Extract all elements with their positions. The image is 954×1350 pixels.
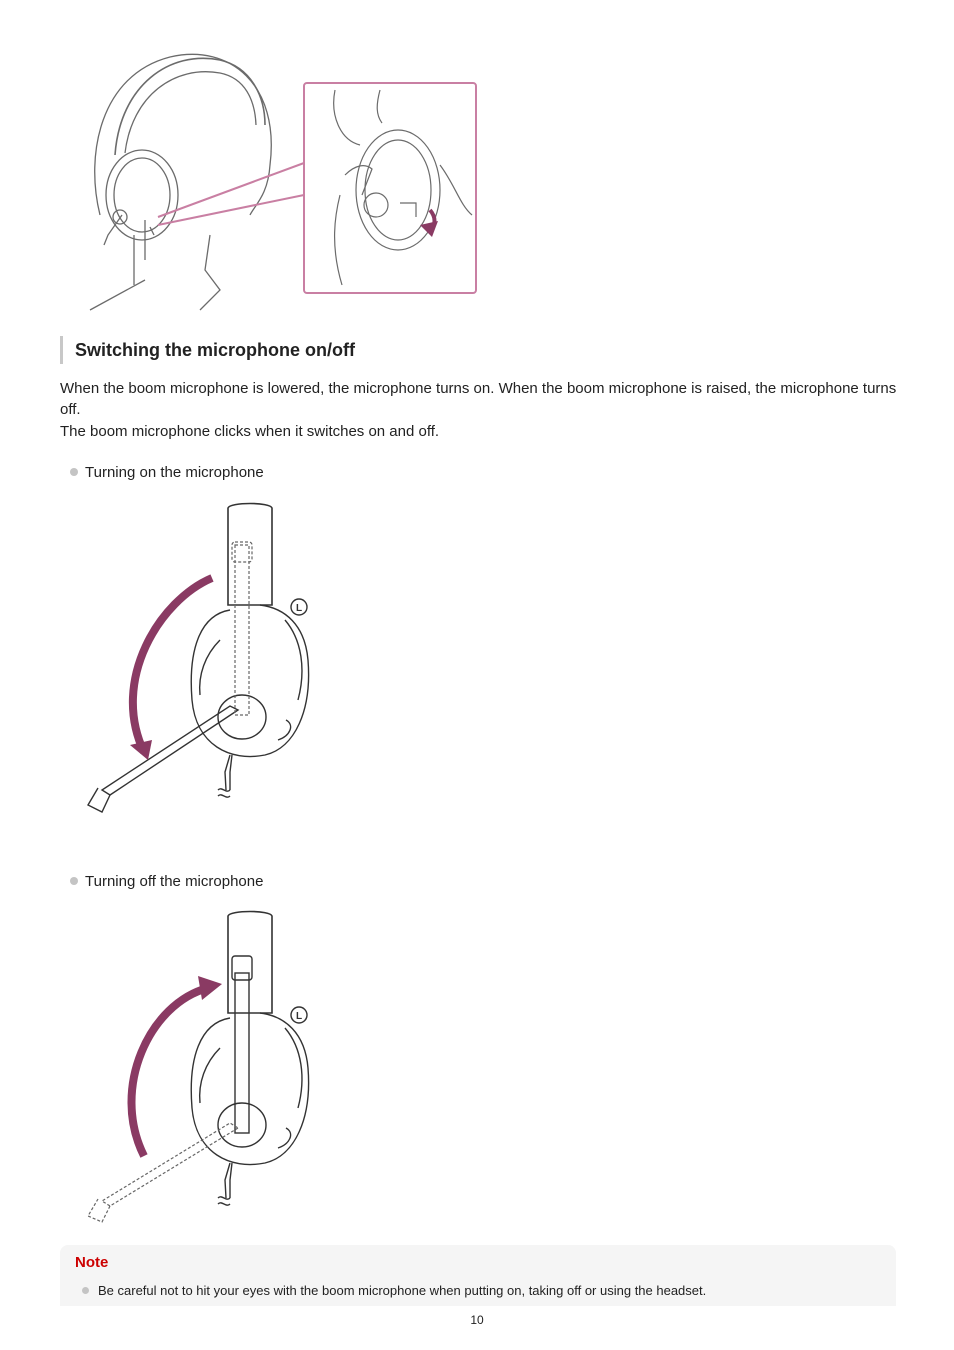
bullet-icon xyxy=(82,1287,89,1294)
click-sound-paragraph: The boom microphone clicks when it switches on and off. xyxy=(60,423,440,440)
bullet-icon xyxy=(70,877,78,885)
side-l-marker: L xyxy=(295,1011,303,1022)
note-box xyxy=(60,1245,896,1306)
bullet-label: Turning on the microphone xyxy=(85,464,264,481)
bullet-turning-on xyxy=(70,463,264,483)
bullet-icon xyxy=(70,468,78,476)
headset-wearing-illustration xyxy=(80,45,490,320)
note-title: Note xyxy=(75,1254,109,1271)
section-heading: Switching the microphone on/off xyxy=(60,336,355,364)
bullet-turning-off xyxy=(70,872,263,892)
microphone-on-illustration xyxy=(80,500,340,820)
side-l-marker: L xyxy=(295,603,303,614)
note-item xyxy=(82,1283,706,1298)
description-paragraph: When the boom microphone is lowered, the microphone turns on. When the boom microphone is raised, the microphone turns off. xyxy=(60,380,897,418)
note-item-text: Be careful not to hit your eyes with the boom microphone when putting on, taking off or using the headset. xyxy=(98,1283,707,1298)
page-number: 10 xyxy=(470,1313,484,1327)
bullet-label: Turning off the microphone xyxy=(85,873,264,890)
microphone-off-illustration xyxy=(80,908,340,1228)
